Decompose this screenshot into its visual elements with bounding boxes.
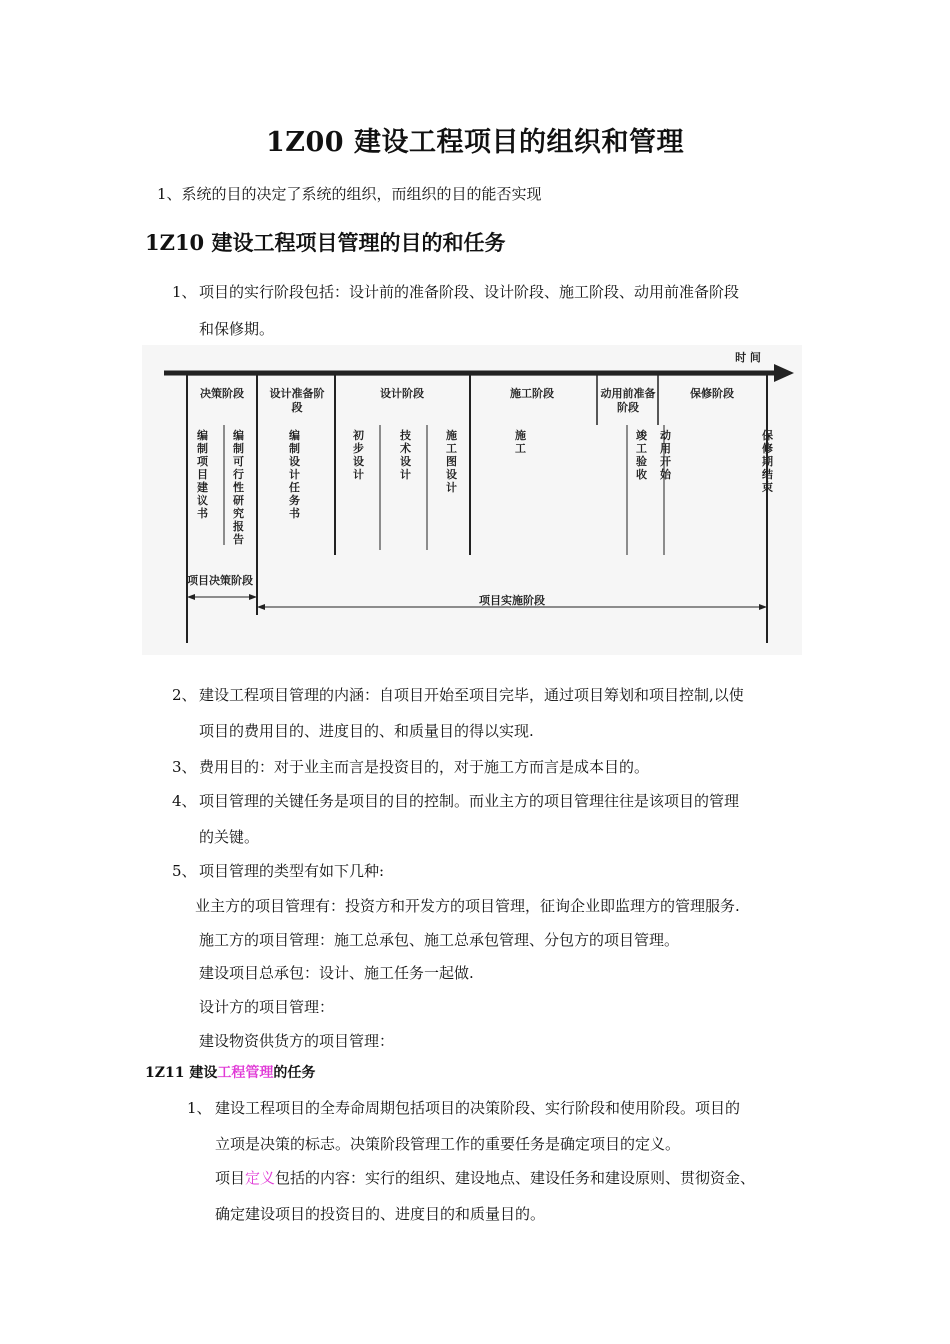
list-item-text: 和保修期。: [199, 320, 275, 338]
phase-label-construction: 施工阶段: [510, 387, 554, 400]
task-operation-start: 动用开始: [660, 429, 671, 481]
list-item-text: 项目的费用目的、进度目的、和质量目的得以实现.: [199, 722, 534, 740]
type-item: 施工方的项目管理：施工总承包、施工总承包管理、分包方的项目管理。: [199, 931, 680, 949]
span-label-implementation: 项目实施阶段: [479, 594, 545, 607]
page-title: 1Z00 建设工程项目的组织和管理: [266, 127, 684, 158]
type-item: 设计方的项目管理：: [199, 998, 335, 1016]
definition-line: [215, 1167, 755, 1188]
list-item-text: 费用目的：对于业主而言是投资目的，对于施工方而言是成本目的。: [199, 758, 650, 776]
task-project-proposal: 编制项目建议书: [197, 429, 208, 520]
task-warranty-end: 保修期结束: [762, 429, 773, 494]
list-number: 5、: [172, 862, 197, 880]
list-item-text: 建设工程项目的全寿命周期包括项目的决策阶段、实行阶段和使用阶段。项目的: [215, 1099, 741, 1117]
project-phase-diagram: [142, 345, 802, 655]
task-preliminary-design: 初步设计: [353, 429, 364, 481]
task-design-brief: 编制设计任务书: [289, 429, 300, 520]
task-construction: 施工: [515, 429, 526, 455]
list-item-text: 项目管理的类型有如下几种:: [199, 862, 385, 880]
list-number: 3、: [172, 758, 197, 776]
list-item-text: 立项是决策的标志。决策阶段管理工作的重要任务是确定项目的定义。: [215, 1135, 681, 1153]
list-number: 1、: [187, 1099, 212, 1117]
def-part: 包括的内容：实行的组织、建设地点、建设任务和建设原则、贯彻资金、: [275, 1169, 756, 1187]
type-item: 建设物资供货方的项目管理：: [199, 1032, 395, 1050]
task-completion-acceptance: 竣工验收: [636, 429, 647, 481]
list-item-text: 建设工程项目管理的内涵：自项目开始至项目完毕，通过项目筹划和项目控制,以使: [199, 686, 744, 704]
task-construction-drawing: 施工图设计: [446, 429, 457, 494]
list-number: 2、: [172, 686, 197, 704]
list-item-text: 的关键。: [199, 828, 260, 846]
task-technical-design: 技术设计: [400, 429, 411, 481]
phase-label-warranty: 保修阶段: [690, 387, 734, 400]
type-item: 业主方的项目管理有：投资方和开发方的项目管理，征询企业即监理方的管理服务.: [195, 897, 740, 915]
phase-label-pre-operation: 动用前准备阶段: [600, 387, 656, 414]
time-label: 时 间: [735, 351, 761, 364]
task-feasibility-report: 编制可行性研究报告: [233, 429, 244, 546]
heading-part: 1Z11 建设: [145, 1065, 218, 1081]
intro-text: 1、系统的目的决定了系统的组织，而组织的目的能否实现: [157, 185, 542, 203]
list-number: 1、: [172, 283, 197, 301]
section-heading-1z11: [145, 1062, 315, 1082]
phase-label-design: 设计阶段: [380, 387, 424, 400]
definition-link[interactable]: 定义: [245, 1169, 276, 1187]
list-number: 4、: [172, 792, 197, 810]
list-item-text: 项目的实行阶段包括：设计前的准备阶段、设计阶段、施工阶段、动用前准备阶段: [199, 283, 740, 301]
heading-part: 的任务: [273, 1065, 316, 1081]
list-item-text: 项目管理的关键任务是项目的目的控制。而业主方的项目管理往往是该项目的管理: [199, 792, 740, 810]
section-heading-1z10: 1Z10 建设工程项目管理的目的和任务: [145, 230, 506, 255]
list-item-text: 确定建设项目的投资目的、进度目的和质量目的。: [215, 1205, 546, 1223]
heading-link-engineering-management[interactable]: 工程管理: [217, 1065, 274, 1081]
type-item: 建设项目总承包：设计、施工任务一起做.: [199, 964, 474, 982]
span-label-decision: 项目决策阶段: [187, 574, 253, 587]
def-part: 项目: [215, 1169, 246, 1187]
phase-label-design-prep: 设计准备阶段: [269, 387, 325, 414]
phase-label-decision: 决策阶段: [200, 387, 244, 400]
